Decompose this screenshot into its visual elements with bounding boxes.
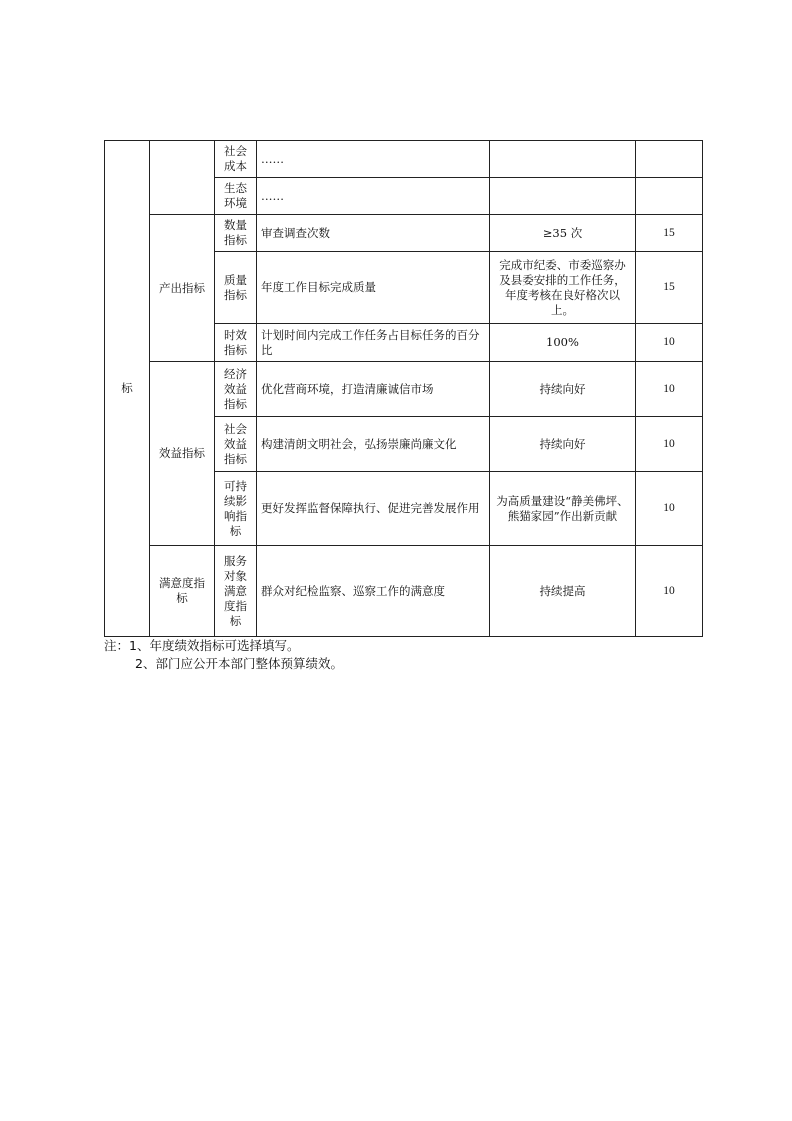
indicator-description: 优化营商环境，打造清廉诚信市场 (257, 362, 490, 417)
level3-indicator: 时效指标 (215, 324, 257, 362)
indicator-score: 10 (636, 546, 703, 637)
indicator-target: 持续向好 (490, 417, 636, 472)
indicator-target: 持续向好 (490, 362, 636, 417)
indicator-target (490, 141, 636, 178)
indicator-description: 构建清朗文明社会，弘扬崇廉尚廉文化 (257, 417, 490, 472)
level3-indicator: 可持续影响指标 (215, 472, 257, 546)
indicator-target: 为高质量建设“静美佛坪、熊猫家园”作出新贡献 (490, 472, 636, 546)
group-benefit-indicators: 效益指标 (150, 362, 215, 546)
table-row (105, 362, 703, 417)
note-line-1: 注：1、年度绩效指标可选择填写。 (104, 638, 300, 653)
indicator-score: 15 (636, 215, 703, 252)
table-row (105, 546, 703, 637)
indicator-description: 更好发挥监督保障执行、促进完善发展作用 (257, 472, 490, 546)
indicator-description: 群众对纪检监察、巡察工作的满意度 (257, 546, 490, 637)
indicator-target: 持续提高 (490, 546, 636, 637)
indicator-score: 10 (636, 324, 703, 362)
indicator-description: 审查调查次数 (257, 215, 490, 252)
group-satisfaction-indicators: 满意度指标 (150, 546, 215, 637)
level3-indicator: 服务对象满意度指标 (215, 546, 257, 637)
indicator-score: 10 (636, 417, 703, 472)
indicator-target: ≥35 次 (490, 215, 636, 252)
level3-indicator: 社会成本 (215, 141, 257, 178)
note-line-2: 2、部门应公开本部门整体预算绩效。 (135, 656, 343, 671)
indicator-target (490, 178, 636, 215)
level3-indicator: 社会效益指标 (215, 417, 257, 472)
level3-indicator: 数量指标 (215, 215, 257, 252)
indicator-score (636, 141, 703, 178)
level3-indicator: 经济效益指标 (215, 362, 257, 417)
indicator-score (636, 178, 703, 215)
indicator-description: 年度工作目标完成质量 (257, 252, 490, 324)
level1-indicator-cell: 标 (105, 141, 150, 637)
performance-table (104, 140, 703, 637)
indicator-score: 10 (636, 362, 703, 417)
indicator-target: 100% (490, 324, 636, 362)
table-row (105, 215, 703, 252)
indicator-description: …… (257, 178, 490, 215)
indicator-score: 15 (636, 252, 703, 324)
indicator-description: …… (257, 141, 490, 178)
indicator-description: 计划时间内完成工作任务占目标任务的百分比 (257, 324, 490, 362)
table-row (105, 141, 703, 178)
level3-indicator: 生态环境 (215, 178, 257, 215)
indicator-score: 10 (636, 472, 703, 546)
level3-indicator: 质量指标 (215, 252, 257, 324)
level2-indicator-empty (150, 141, 215, 215)
indicator-target: 完成市纪委、市委巡察办及县委安排的工作任务，年度考核在良好格次以上。 (490, 252, 636, 324)
group-output-indicators: 产出指标 (150, 215, 215, 362)
